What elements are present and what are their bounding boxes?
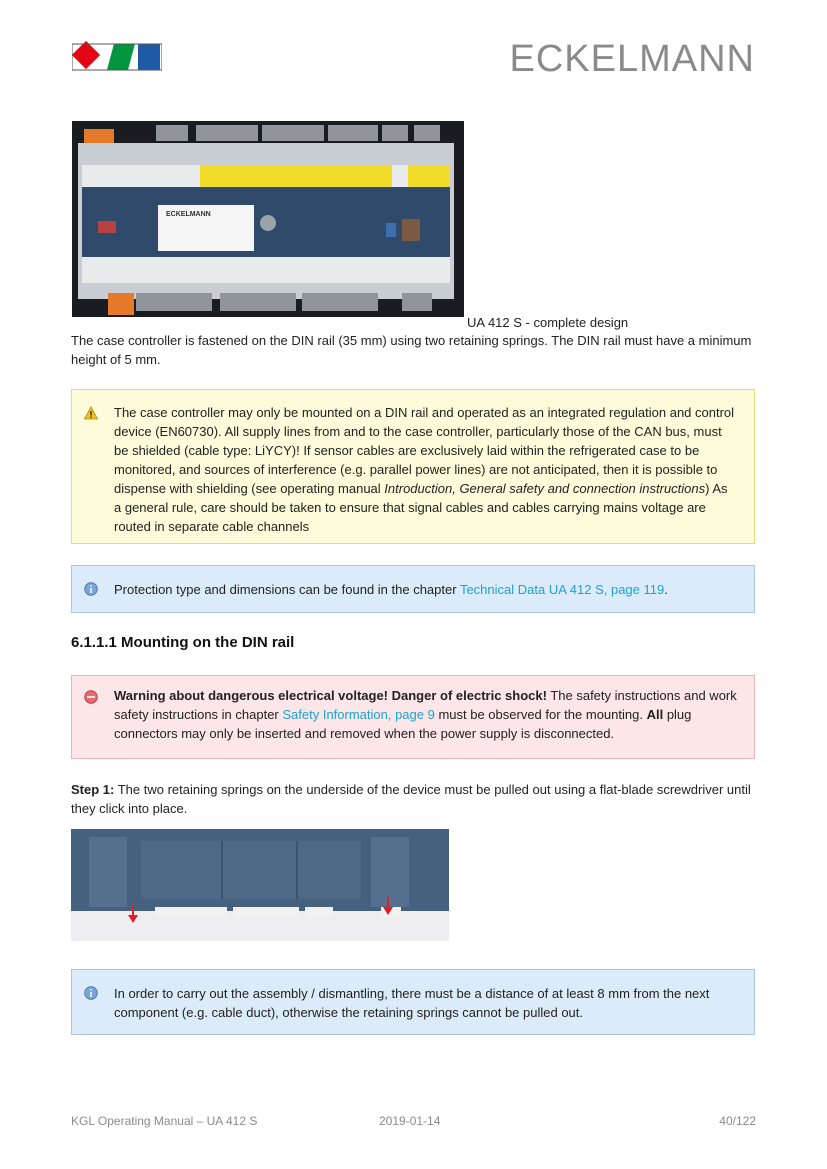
- warning-icon: [84, 406, 98, 420]
- retaining-springs-photo: [71, 829, 449, 941]
- brand-wordmark: ECKELMANN: [509, 38, 755, 80]
- device-photo: [72, 121, 464, 317]
- step1-paragraph: Step 1: The two retaining springs on the underside of the device must be pulled out using a flat-blade screwdriver until they click into place.: [71, 782, 751, 816]
- intro-paragraph: The case controller is fastened on the DIN rail (35 mm) using two retaining springs. The DIN rail must have a minimum height of 5 mm.: [71, 333, 752, 367]
- link-safety-information[interactable]: Safety Information, page 9: [282, 707, 435, 722]
- footer-page-number: 40/122: [719, 1114, 756, 1128]
- device-sticker-text: ECKELMANN: [166, 211, 211, 218]
- info-text-distance: In order to carry out the assembly / dismantling, there must be a distance of at least 8 mm from the next component (e.g. cable duct), otherwise the retaining springs cannot be pulled out.: [114, 986, 710, 1020]
- footer-date: 2019-01-14: [379, 1114, 441, 1128]
- warning-note: [71, 389, 755, 544]
- info-icon: [84, 582, 98, 596]
- eckelmann-logo: [72, 40, 162, 74]
- warning-text: The case controller may only be mounted on a DIN rail and operated as an integrated regulation and control device (EN60730). All supply lines from and to the case controller, particularly those of the CAN bus, must be shielded (cable type: LiYCY)! If sensor cables are exclusively laid within the refrigerated case to be monitored, and sources of interference (e.g. parallel power lines) are not anticipated, then it is possible to dispense with shielding (see operating manual Introduction, General safety and connection instructions) As a general rule, care should be taken to ensure that signal cables and cables carrying mains voltage are routed in separate cable channels: [114, 405, 735, 534]
- figure-caption: UA 412 S - complete design: [467, 315, 629, 330]
- section-heading: 6.1.1.1 Mounting on the DIN rail: [71, 634, 295, 651]
- info-icon: [84, 986, 98, 1000]
- info-note-distance: [71, 969, 755, 1035]
- info-text: Protection type and dimensions can be found in the chapter Technical Data UA 412 S, page 119.: [114, 582, 668, 597]
- footer-title: KGL Operating Manual – UA 412 S: [71, 1114, 258, 1128]
- danger-text: Warning about dangerous electrical voltage! Danger of electric shock! The safety instructions and work safety instructions in chapter Safety Information, page 9 must be observed for the mounting. All plug connectors may only be inserted and removed when the power supply is disconnected.: [114, 688, 737, 741]
- danger-note: [71, 675, 755, 759]
- stop-icon: [84, 690, 98, 704]
- link-technical-data[interactable]: Technical Data UA 412 S, page 119: [459, 582, 665, 597]
- info-note-protection: [71, 565, 755, 613]
